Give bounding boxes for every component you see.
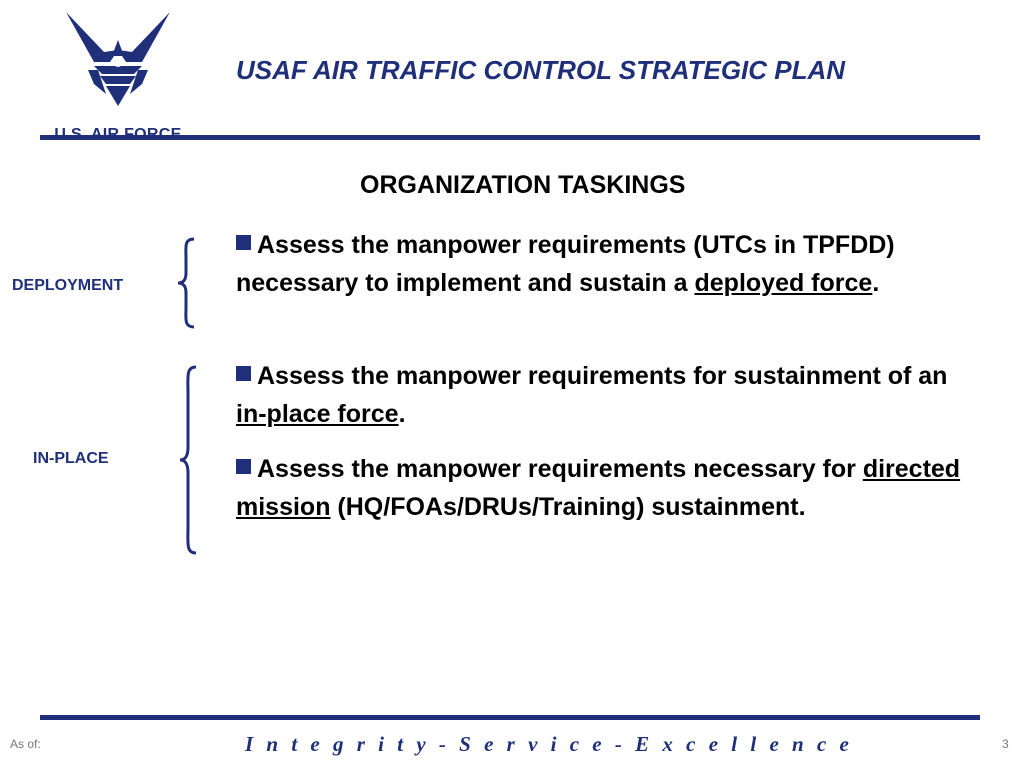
page-number: 3 xyxy=(1002,737,1009,751)
bullet-directed-mission xyxy=(236,450,976,526)
deployment-label: DEPLOYMENT xyxy=(12,277,124,294)
in-place-label: IN-PLACE xyxy=(33,450,109,467)
bullet-text-end: (HQ/FOAs/DRUs/Training) sustainment. xyxy=(330,493,806,521)
bullet-text-end: . xyxy=(398,400,406,428)
bullet-text: Assess the manpower requirements for sustainment of an xyxy=(257,362,948,390)
deployment-brace xyxy=(174,237,198,329)
bullet-underlined-term: deployed force xyxy=(694,269,873,297)
bullet-in-place-force xyxy=(236,357,976,433)
bullet-underlined-term: in-place force xyxy=(236,400,399,428)
section-heading: ORGANIZATION TASKINGS xyxy=(360,171,686,199)
bullet-deployed-force xyxy=(236,226,976,302)
in-place-brace xyxy=(176,365,200,555)
page-title: USAF AIR TRAFFIC CONTROL STRATEGIC PLAN xyxy=(236,55,846,85)
header-divider xyxy=(40,135,980,140)
bullet-text: Assess the manpower requirements necessary for xyxy=(257,455,863,483)
footer-divider xyxy=(40,715,980,720)
as-of-label: As of: xyxy=(10,737,41,751)
usaf-logo xyxy=(38,10,198,132)
bullet-square-icon xyxy=(236,366,251,381)
usaf-hap-arnold-wings-icon xyxy=(64,10,172,110)
bullet-text-end: . xyxy=(872,269,880,297)
bullet-text: Assess the manpower requirements (UTCs in TPFDD) necessary to implement and sustain a xyxy=(236,231,895,297)
bullet-square-icon xyxy=(236,235,251,250)
footer-motto: I n t e g r i t y - S e r v i c e - E x c e l l e n c e xyxy=(245,732,853,756)
bullet-square-icon xyxy=(236,459,251,474)
bullet-underlined-term: directed mission xyxy=(236,455,961,521)
